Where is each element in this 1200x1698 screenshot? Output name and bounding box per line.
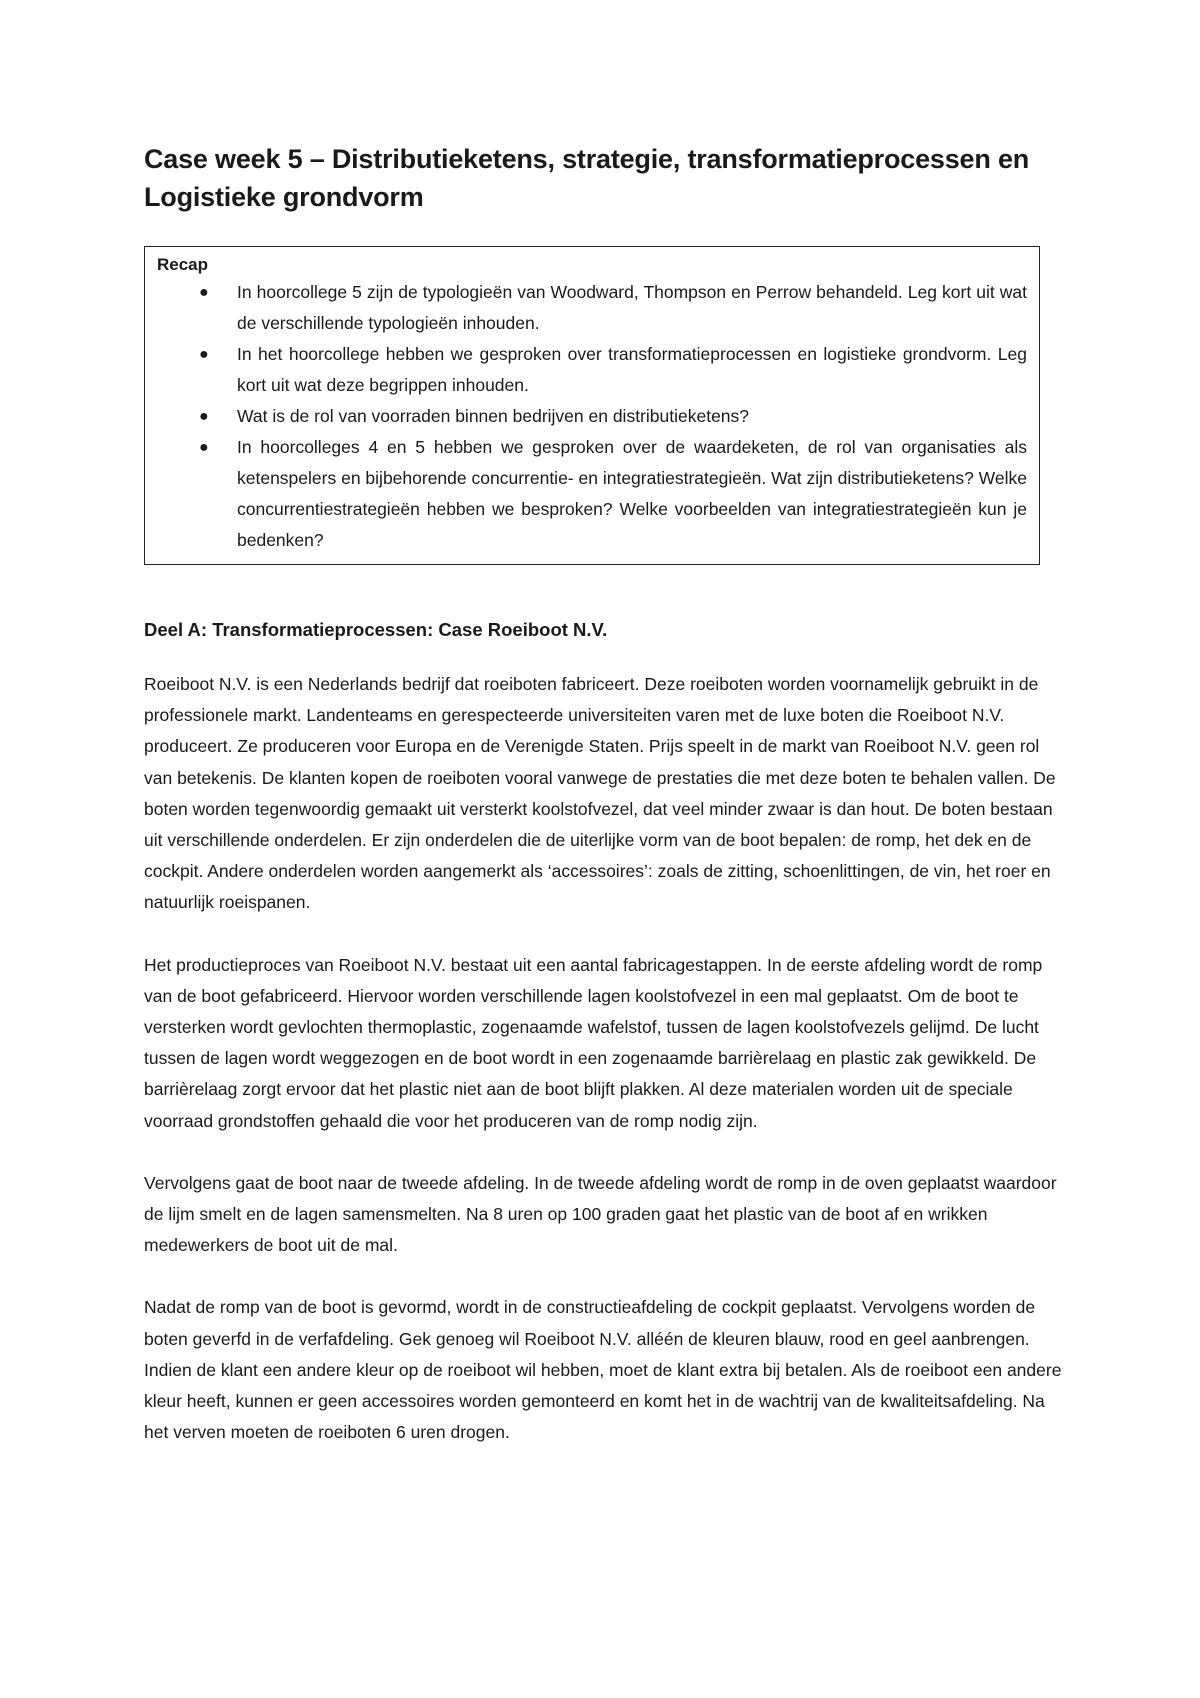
recap-item-text: In hoorcollege 5 zijn de typologieën van Woodward, Thompson en Perrow behandeld. Leg kort uit wat de verschillende typologieën inhouden. (237, 282, 1027, 333)
bullet-icon: ● (199, 284, 209, 301)
section-a-heading: Deel A: Transformatieprocessen: Case Roeiboot N.V. (144, 619, 608, 640)
recap-box (144, 246, 1040, 565)
body-paragraph: Nadat de romp van de boot is gevormd, wordt in de constructieafdeling de cockpit geplaatst. Vervolgens worden de boten geverfd in de verfafdeling. Gek genoeg wil Roeiboot N.V. alléén de kleuren blauw, rood en geel aanbrengen. Indien de klant een andere kleur op de roeiboot wil hebben, moet de klant extra bij betalen. Als de roeiboot een andere kleur heeft, kunnen er geen accessoires worden gemonteerd en komt het in de wachtrij van de kwaliteitsafdeling. Na het verven moeten de roeiboten 6 uren drogen. (144, 1297, 1062, 1443)
bullet-icon: ● (199, 439, 209, 456)
body-paragraph: Roeiboot N.V. is een Nederlands bedrijf dat roeiboten fabriceert. Deze roeiboten worden voornamelijk gebruikt in de professionele markt. Landenteams en gerespecteerde universiteiten varen met de luxe boten die Roeiboot N.V. produceert. Ze produceren voor Europa en de Verenigde Staten. Prijs speelt in de markt van Roeiboot N.V. geen rol van betekenis. De klanten kopen de roeiboten vooral vanwege de prestaties die met deze boten te behalen vallen. De boten worden tegenwoordig gemaakt uit versterkt koolstofvezel, dat veel minder zwaar is dan hout. De boten bestaan uit verschillende onderdelen. Er zijn onderdelen die de uiterlijke vorm van de boot bepalen: de romp, het dek en de cockpit. Andere onderdelen worden aangemerkt als ‘accessoires’: zoals de zitting, schoenlittingen, de vin, het roer en natuurlijk roeispanen. (144, 674, 1056, 913)
recap-item-text: In hoorcolleges 4 en 5 hebben we gesproken over de waardeketen, de rol van organisaties als ketenspelers en bijbehorende concurrentie- en integratiestrategieën. Wat zijn distributieketens? Welke concurrentiestrategieën hebben we besproken? Welke voorbeelden van integratiestrategieën kun je bedenken? (237, 437, 1027, 550)
bullet-icon: ● (199, 346, 209, 363)
recap-item (199, 277, 1027, 339)
recap-item (199, 432, 1027, 556)
bullet-icon: ● (199, 408, 209, 425)
recap-item-text: Wat is de rol van voorraden binnen bedrijven en distributieketens? (237, 406, 750, 426)
recap-item (199, 401, 1027, 432)
recap-list (157, 277, 1027, 556)
body-paragraph: Vervolgens gaat de boot naar de tweede afdeling. In de tweede afdeling wordt de romp in de oven geplaatst waardoor de lijm smelt en de lagen samensmelten. Na 8 uren op 100 graden gaat het plastic van de boot af en wrikken medewerkers de boot uit de mal. (144, 1172, 1057, 1256)
document-title: Case week 5 – Distributieketens, strategie, transformatieprocessen en Logistieke grondvorm (144, 144, 1030, 212)
body-paragraph: Het productieproces van Roeiboot N.V. bestaat uit een aantal fabricagestappen. In de eerste afdeling wordt de romp van de boot gefabriceerd. Hiervoor worden verschillende lagen koolstofvezel in een mal geplaatst. Om de boot te versterken wordt gevlochten thermoplastic, zogenaamde wafelstof, tussen de lagen koolstofvezels gelijmd. De lucht tussen de lagen wordt weggezogen en de boot wordt in een zogenaamde barrièrelaag en plastic zak gewikkeld. De barrièrelaag zorgt ervoor dat het plastic niet aan de boot blijft plakken. Al deze materialen worden uit de speciale voorraad grondstoffen gehaald die voor het produceren van de romp nodig zijn. (144, 954, 1043, 1131)
recap-heading: Recap (157, 255, 209, 274)
recap-item-text: In het hoorcollege hebben we gesproken over transformatieprocessen en logistieke grondvorm. Leg kort uit wat deze begrippen inhouden. (237, 344, 1027, 395)
document-page (144, 140, 1066, 1479)
recap-item (199, 339, 1027, 401)
